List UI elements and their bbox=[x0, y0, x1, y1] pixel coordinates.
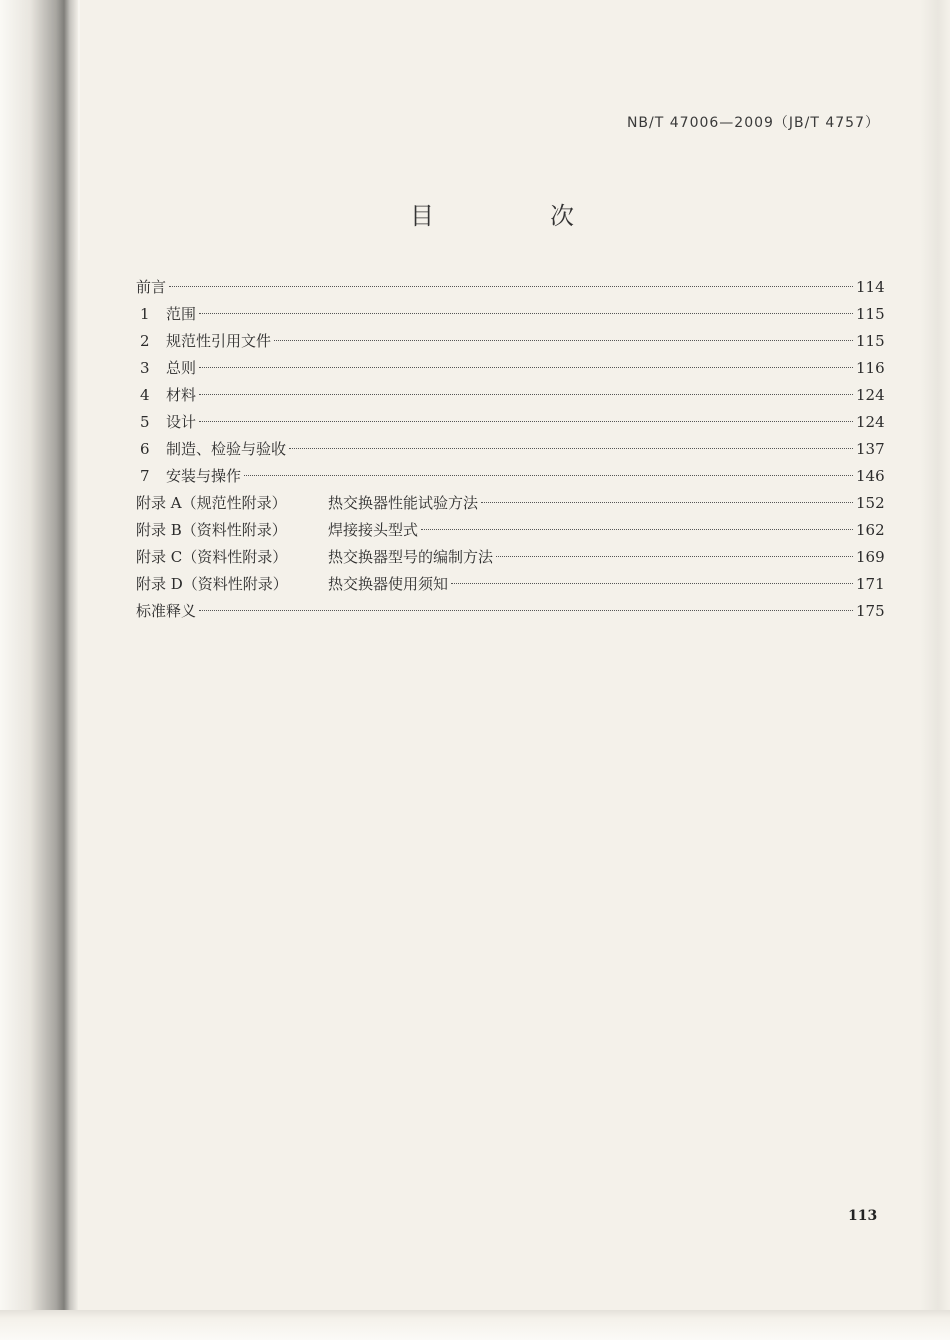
toc-entry-page: 152 bbox=[856, 494, 885, 512]
toc-entry-title: 制造、检验与验收 bbox=[166, 440, 287, 458]
toc-entry-title: 规范性引用文件 bbox=[166, 332, 272, 350]
toc-entry[interactable] bbox=[136, 355, 885, 382]
toc-entry[interactable] bbox=[136, 436, 885, 463]
dot-leader bbox=[289, 448, 853, 449]
toc-entry-title: 材料 bbox=[166, 386, 197, 404]
dot-leader bbox=[199, 421, 853, 422]
toc-entry-page: 124 bbox=[856, 413, 885, 431]
table-of-contents bbox=[136, 274, 885, 625]
toc-entry-page: 175 bbox=[856, 602, 885, 620]
dot-leader bbox=[451, 583, 853, 584]
toc-entry-number: 3 bbox=[140, 359, 150, 377]
toc-entry[interactable] bbox=[136, 490, 885, 517]
toc-entry-appendix-label: 附录 A（规范性附录） bbox=[136, 494, 287, 512]
page-edge-bottom bbox=[0, 1310, 950, 1340]
toc-entry[interactable] bbox=[136, 463, 885, 490]
page-number: 113 bbox=[848, 1208, 878, 1224]
dot-leader bbox=[199, 367, 853, 368]
toc-entry-title: 焊接接头型式 bbox=[328, 521, 419, 539]
dot-leader bbox=[199, 394, 853, 395]
toc-entry-title: 安装与操作 bbox=[166, 467, 242, 485]
toc-entry-number: 2 bbox=[140, 332, 150, 350]
dot-leader bbox=[169, 286, 853, 287]
toc-entry-title: 热交换器型号的编制方法 bbox=[328, 548, 494, 566]
page-title: 目 次 bbox=[410, 202, 620, 230]
toc-entry-title: 设计 bbox=[166, 413, 197, 431]
dot-leader bbox=[496, 556, 853, 557]
toc-entry-number: 4 bbox=[140, 386, 150, 404]
dot-leader bbox=[199, 610, 853, 611]
dot-leader bbox=[421, 529, 853, 530]
toc-entry-page: 115 bbox=[856, 305, 885, 323]
toc-entry-page: 162 bbox=[856, 521, 885, 539]
toc-entry[interactable] bbox=[136, 301, 885, 328]
toc-entry-number: 1 bbox=[140, 305, 150, 323]
dot-leader bbox=[274, 340, 853, 341]
toc-entry-number: 7 bbox=[140, 467, 150, 485]
toc-entry-page: 169 bbox=[856, 548, 885, 566]
toc-entry[interactable] bbox=[136, 274, 885, 301]
toc-entry-title: 热交换器性能试验方法 bbox=[328, 494, 479, 512]
dot-leader bbox=[481, 502, 853, 503]
standard-code: NB/T 47006—2009（JB/T 4757） bbox=[626, 115, 880, 131]
toc-entry[interactable] bbox=[136, 544, 885, 571]
toc-entry[interactable] bbox=[136, 328, 885, 355]
dot-leader bbox=[244, 475, 853, 476]
toc-entry-appendix-label: 附录 D（资料性附录） bbox=[136, 575, 288, 593]
toc-entry[interactable] bbox=[136, 517, 885, 544]
toc-entry-page: 114 bbox=[856, 278, 885, 296]
toc-entry[interactable] bbox=[136, 409, 885, 436]
toc-entry-title: 标准释义 bbox=[136, 602, 197, 620]
toc-entry-title: 总则 bbox=[166, 359, 197, 377]
toc-entry-page: 115 bbox=[856, 332, 885, 350]
toc-entry-page: 124 bbox=[856, 386, 885, 404]
toc-entry-appendix-label: 附录 B（资料性附录） bbox=[136, 521, 287, 539]
dot-leader bbox=[199, 313, 853, 314]
toc-entry-page: 146 bbox=[856, 467, 885, 485]
toc-entry-appendix-label: 附录 C（资料性附录） bbox=[136, 548, 288, 566]
toc-entry[interactable] bbox=[136, 571, 885, 598]
toc-entry-title: 范围 bbox=[166, 305, 197, 323]
toc-entry[interactable] bbox=[136, 598, 885, 625]
toc-entry-title: 前言 bbox=[136, 278, 167, 296]
toc-entry-page: 171 bbox=[856, 575, 885, 593]
toc-entry-number: 6 bbox=[140, 440, 150, 458]
toc-entry[interactable] bbox=[136, 382, 885, 409]
toc-entry-page: 137 bbox=[856, 440, 885, 458]
toc-entry-title: 热交换器使用须知 bbox=[328, 575, 449, 593]
toc-entry-page: 116 bbox=[856, 359, 885, 377]
toc-entry-number: 5 bbox=[140, 413, 150, 431]
